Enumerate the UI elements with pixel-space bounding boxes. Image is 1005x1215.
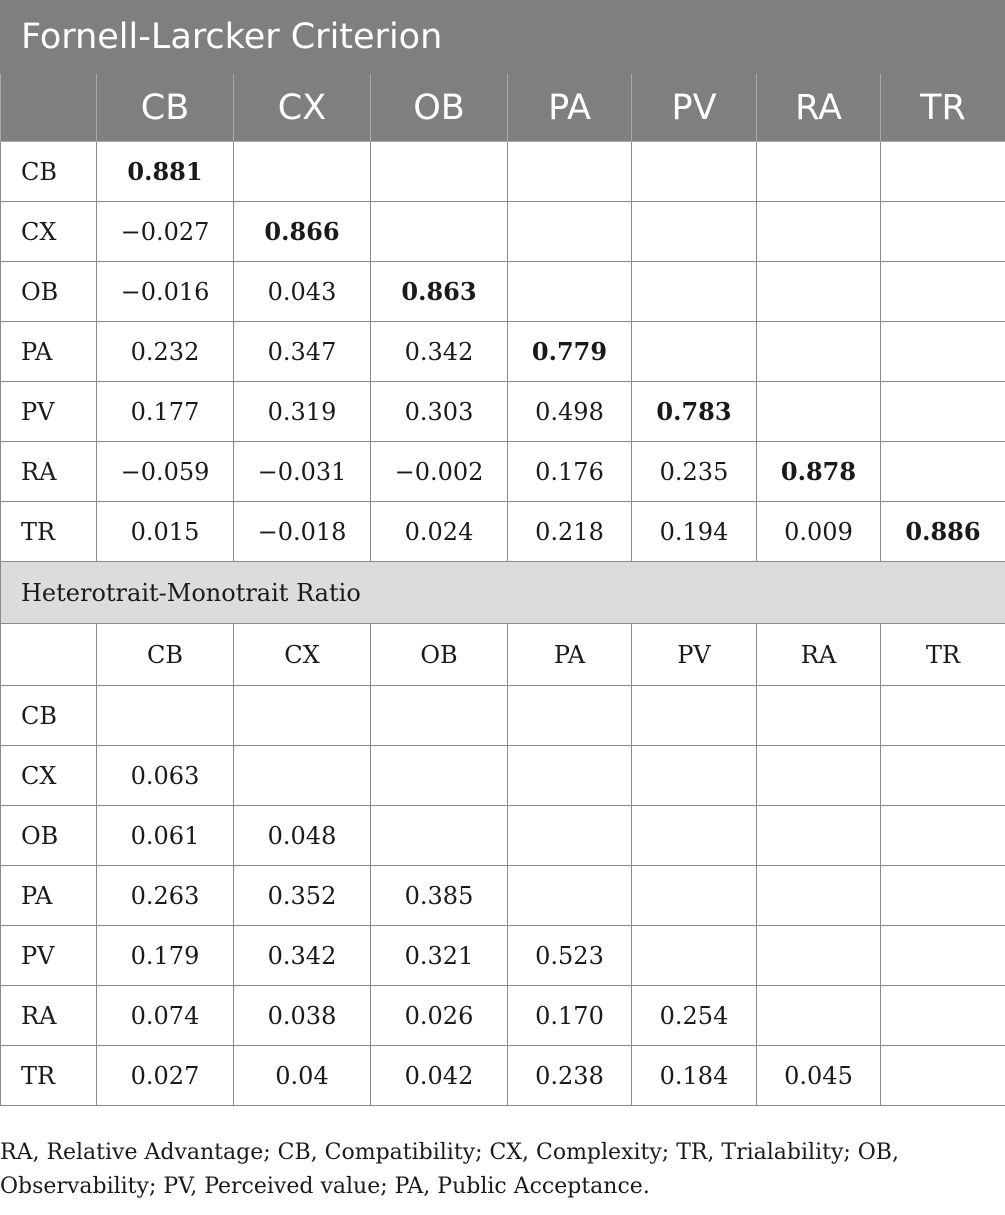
table-row xyxy=(1,262,1005,322)
table-cell: 0.038 xyxy=(234,986,371,1046)
table-footnote: RA, Relative Advantage; CB, Compatibility; CX, Complexity; TR, Trialability; OB, Observability; PV, Perceived value; PA, Public Acceptance. xyxy=(0,1140,899,1199)
row-label: TR xyxy=(1,502,97,562)
table-cell xyxy=(881,322,1005,382)
table-cell xyxy=(757,926,881,986)
table-row xyxy=(1,986,1005,1046)
table-cell: 0.303 xyxy=(371,382,508,442)
table-row xyxy=(1,926,1005,986)
table-cell: 0.048 xyxy=(234,806,371,866)
table-cell xyxy=(881,382,1005,442)
table-cell xyxy=(757,686,881,746)
column-header: CB xyxy=(97,74,234,142)
table-cell xyxy=(757,806,881,866)
row-label: RA xyxy=(1,986,97,1046)
table-cell: 0.878 xyxy=(757,442,881,502)
table-row xyxy=(1,202,1005,262)
table-cell: 0.177 xyxy=(97,382,234,442)
table-cell: 0.342 xyxy=(371,322,508,382)
table-cell: 0.218 xyxy=(508,502,632,562)
table-cell: 0.043 xyxy=(234,262,371,322)
table-cell xyxy=(632,806,757,866)
table-cell xyxy=(632,926,757,986)
table-cell: 0.024 xyxy=(371,502,508,562)
column-header: TR xyxy=(881,74,1005,142)
table-cell xyxy=(371,142,508,202)
table-cell xyxy=(632,866,757,926)
column-header: CX xyxy=(234,624,371,686)
table-cell: 0.238 xyxy=(508,1046,632,1106)
table-cell xyxy=(508,746,632,806)
column-header: PA xyxy=(508,624,632,686)
row-label: PA xyxy=(1,322,97,382)
table-cell: −0.018 xyxy=(234,502,371,562)
table-cell xyxy=(234,686,371,746)
column-header: RA xyxy=(757,624,881,686)
table-row xyxy=(1,322,1005,382)
table-cell: 0.779 xyxy=(508,322,632,382)
fornell-larcker-body xyxy=(1,142,1005,562)
table-cell: 0.179 xyxy=(97,926,234,986)
header-corner xyxy=(1,624,97,686)
table-cell: 0.170 xyxy=(508,986,632,1046)
table-cell: 0.352 xyxy=(234,866,371,926)
column-header: CX xyxy=(234,74,371,142)
table-cell xyxy=(234,746,371,806)
table-cell xyxy=(757,382,881,442)
row-label: TR xyxy=(1,1046,97,1106)
table-cell: 0.015 xyxy=(97,502,234,562)
htmt-section-title: Heterotrait-Monotrait Ratio xyxy=(1,562,1005,624)
table-cell: 0.009 xyxy=(757,502,881,562)
table-cell: 0.881 xyxy=(97,142,234,202)
table-row xyxy=(1,746,1005,806)
row-label: OB xyxy=(1,262,97,322)
table-cell xyxy=(757,202,881,262)
table-cell: 0.254 xyxy=(632,986,757,1046)
table-cell xyxy=(632,746,757,806)
table-cell: 0.319 xyxy=(234,382,371,442)
table-cell: 0.027 xyxy=(97,1046,234,1106)
table-cell xyxy=(881,442,1005,502)
table-row xyxy=(1,142,1005,202)
column-header: OB xyxy=(371,74,508,142)
table-cell: 0.232 xyxy=(97,322,234,382)
row-label: CB xyxy=(1,686,97,746)
row-label: CX xyxy=(1,746,97,806)
table-cell: 0.886 xyxy=(881,502,1005,562)
table-cell: 0.176 xyxy=(508,442,632,502)
table-cell xyxy=(632,142,757,202)
table-cell: 0.523 xyxy=(508,926,632,986)
table-cell xyxy=(881,746,1005,806)
table-cell: −0.031 xyxy=(234,442,371,502)
column-header: CB xyxy=(97,624,234,686)
table-cell xyxy=(371,746,508,806)
table-cell xyxy=(881,262,1005,322)
row-label: OB xyxy=(1,806,97,866)
table-cell xyxy=(632,202,757,262)
table-cell: 0.235 xyxy=(632,442,757,502)
table-cell xyxy=(757,142,881,202)
table-cell xyxy=(508,686,632,746)
table-cell: −0.002 xyxy=(371,442,508,502)
table-cell: 0.026 xyxy=(371,986,508,1046)
table-cell: −0.016 xyxy=(97,262,234,322)
table-cell: 0.194 xyxy=(632,502,757,562)
row-label: PV xyxy=(1,926,97,986)
table-title-row xyxy=(1,1,1005,74)
table-cell xyxy=(632,322,757,382)
table-cell xyxy=(881,926,1005,986)
table-row xyxy=(1,382,1005,442)
table-cell xyxy=(632,686,757,746)
table-cell xyxy=(97,686,234,746)
table-cell: 0.498 xyxy=(508,382,632,442)
table-cell xyxy=(881,1046,1005,1106)
row-label: CB xyxy=(1,142,97,202)
table-cell xyxy=(881,142,1005,202)
table-cell: 0.263 xyxy=(97,866,234,926)
table-row xyxy=(1,442,1005,502)
table-cell xyxy=(371,202,508,262)
htmt-body xyxy=(1,686,1005,1106)
table-cell: −0.059 xyxy=(97,442,234,502)
column-header: OB xyxy=(371,624,508,686)
column-header: PV xyxy=(632,74,757,142)
table-title: Fornell-Larcker Criterion xyxy=(1,1,1005,74)
table-cell: 0.063 xyxy=(97,746,234,806)
table-cell xyxy=(234,142,371,202)
table-row xyxy=(1,866,1005,926)
column-header: PV xyxy=(632,624,757,686)
table-row xyxy=(1,806,1005,866)
table-row xyxy=(1,686,1005,746)
table-cell xyxy=(881,866,1005,926)
table-cell xyxy=(508,202,632,262)
table-cell: 0.347 xyxy=(234,322,371,382)
column-header: RA xyxy=(757,74,881,142)
header-corner xyxy=(1,74,97,142)
row-label: PV xyxy=(1,382,97,442)
table-cell: 0.321 xyxy=(371,926,508,986)
htmt-section-row xyxy=(1,562,1005,624)
table-cell: 0.385 xyxy=(371,866,508,926)
table-cell: 0.04 xyxy=(234,1046,371,1106)
table-cell xyxy=(371,806,508,866)
table-cell xyxy=(757,746,881,806)
table-cell xyxy=(757,986,881,1046)
table-row xyxy=(1,1046,1005,1106)
column-header: TR xyxy=(881,624,1005,686)
table-cell xyxy=(632,262,757,322)
table-cell xyxy=(881,686,1005,746)
table-cell: 0.783 xyxy=(632,382,757,442)
table-cell: −0.027 xyxy=(97,202,234,262)
table-cell: 0.042 xyxy=(371,1046,508,1106)
table-cell xyxy=(881,986,1005,1046)
table-cell xyxy=(881,202,1005,262)
row-label: CX xyxy=(1,202,97,262)
table-cell xyxy=(371,686,508,746)
table-cell: 0.863 xyxy=(371,262,508,322)
table-cell xyxy=(881,806,1005,866)
fornell-larcker-header-row xyxy=(1,74,1005,142)
table-cell: 0.045 xyxy=(757,1046,881,1106)
column-header: PA xyxy=(508,74,632,142)
table-cell xyxy=(508,866,632,926)
table-cell xyxy=(508,806,632,866)
row-label: PA xyxy=(1,866,97,926)
table-row xyxy=(1,502,1005,562)
table-cell: 0.061 xyxy=(97,806,234,866)
table-cell: 0.074 xyxy=(97,986,234,1046)
row-label: RA xyxy=(1,442,97,502)
table-cell: 0.866 xyxy=(234,202,371,262)
table-cell: 0.342 xyxy=(234,926,371,986)
table-cell: 0.184 xyxy=(632,1046,757,1106)
table-cell xyxy=(508,142,632,202)
table-cell xyxy=(757,322,881,382)
table-cell xyxy=(757,262,881,322)
htmt-header-row xyxy=(1,624,1005,686)
table-cell xyxy=(508,262,632,322)
table-cell xyxy=(757,866,881,926)
